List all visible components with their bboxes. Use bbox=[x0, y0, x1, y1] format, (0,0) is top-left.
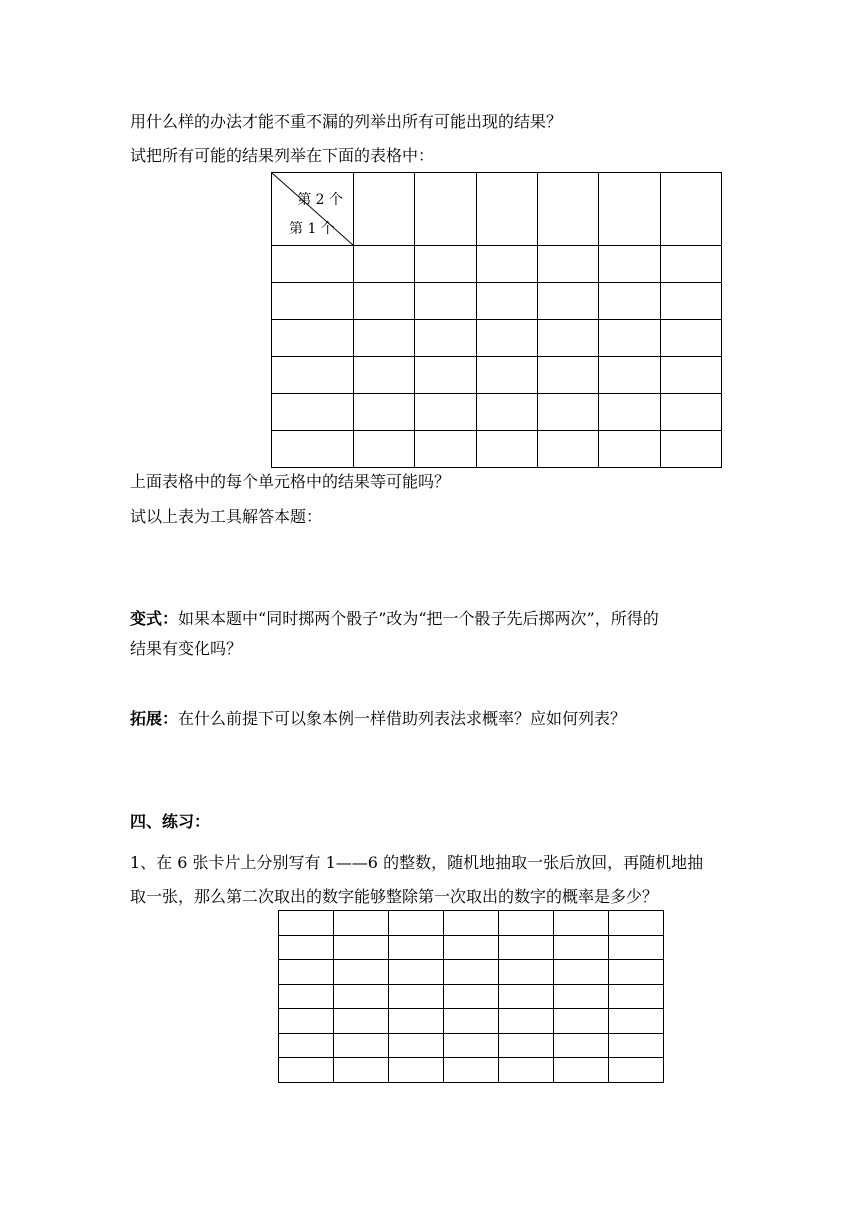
table-cell[interactable] bbox=[415, 283, 476, 320]
table-cell[interactable] bbox=[609, 1058, 664, 1083]
table-cell[interactable] bbox=[537, 320, 598, 357]
table-cell[interactable] bbox=[609, 911, 664, 936]
table-cell[interactable] bbox=[660, 394, 721, 431]
table-cell[interactable] bbox=[272, 357, 354, 394]
table-cell[interactable] bbox=[334, 911, 389, 936]
table-cell[interactable] bbox=[599, 283, 660, 320]
table-cell[interactable] bbox=[272, 394, 354, 431]
table-cell[interactable] bbox=[444, 1009, 499, 1034]
table-cell[interactable] bbox=[476, 394, 537, 431]
table-row bbox=[272, 246, 722, 283]
table-cell[interactable] bbox=[354, 394, 415, 431]
table-cell[interactable] bbox=[279, 935, 334, 960]
table-row bbox=[279, 935, 664, 960]
table-cell[interactable] bbox=[554, 1058, 609, 1083]
table-cell[interactable] bbox=[415, 394, 476, 431]
table-cell[interactable] bbox=[354, 320, 415, 357]
variant-text-continued: 结果有变化吗？ bbox=[130, 639, 243, 658]
table-cell[interactable] bbox=[599, 357, 660, 394]
table-cell[interactable] bbox=[499, 911, 554, 936]
table-cell[interactable] bbox=[415, 173, 476, 246]
table-cell[interactable] bbox=[279, 1033, 334, 1058]
variant-paragraph bbox=[130, 609, 659, 629]
table-row bbox=[272, 394, 722, 431]
table-cell[interactable] bbox=[279, 960, 334, 985]
extend-paragraph bbox=[130, 709, 626, 729]
table-cell[interactable] bbox=[415, 357, 476, 394]
table-cell[interactable] bbox=[554, 1033, 609, 1058]
table-cell[interactable] bbox=[599, 246, 660, 283]
table-cell[interactable] bbox=[279, 1058, 334, 1083]
table-cell[interactable] bbox=[499, 1033, 554, 1058]
extend-text: 在什么前提下可以象本例一样借助列表法求概率？应如何列表？ bbox=[178, 709, 627, 728]
question-list-method: 用什么样的办法才能不重不漏的列举出所有可能出现的结果？ bbox=[130, 112, 563, 131]
table-cell[interactable] bbox=[499, 935, 554, 960]
table-cell[interactable] bbox=[499, 1009, 554, 1034]
table-cell[interactable] bbox=[444, 1058, 499, 1083]
table-cell[interactable] bbox=[476, 283, 537, 320]
question-equally-likely: 上面表格中的每个单元格中的结果等可能吗？ bbox=[130, 472, 451, 491]
table-row bbox=[279, 911, 664, 936]
table-cell[interactable] bbox=[444, 960, 499, 985]
exercise-1-line-1: 1、在 6 张卡片上分别写有 1——6 的整数，随机地抽取一张后放回，再随机地抽 bbox=[130, 853, 704, 872]
table-row bbox=[272, 431, 722, 468]
extend-label: 拓展： bbox=[130, 709, 179, 728]
table-cell[interactable] bbox=[279, 984, 334, 1009]
table-cell[interactable] bbox=[499, 960, 554, 985]
table-cell[interactable] bbox=[599, 394, 660, 431]
table-cell[interactable] bbox=[272, 283, 354, 320]
table-cell[interactable] bbox=[389, 1009, 444, 1034]
table-cell[interactable] bbox=[334, 935, 389, 960]
table-cell[interactable] bbox=[476, 246, 537, 283]
table-cell[interactable] bbox=[660, 431, 721, 468]
exercise-answer-table bbox=[278, 910, 664, 1083]
table-cell[interactable] bbox=[609, 984, 664, 1009]
table-cell[interactable] bbox=[537, 394, 598, 431]
table-cell[interactable] bbox=[476, 320, 537, 357]
section-heading-exercises: 四、练习： bbox=[130, 812, 211, 831]
table-cell[interactable] bbox=[354, 431, 415, 468]
table-cell[interactable] bbox=[660, 246, 721, 283]
table-cell[interactable] bbox=[279, 911, 334, 936]
table-cell[interactable] bbox=[660, 173, 721, 246]
table-cell[interactable] bbox=[415, 431, 476, 468]
variant-text: 如果本题中“同时掷两个骰子”改为“把一个骰子先后掷两次”，所得的 bbox=[178, 609, 659, 628]
table-cell[interactable] bbox=[334, 1009, 389, 1034]
table-cell[interactable] bbox=[334, 1033, 389, 1058]
table-cell[interactable] bbox=[476, 173, 537, 246]
header-first-label: 第 1 个 bbox=[289, 221, 335, 237]
table-cell[interactable] bbox=[444, 1033, 499, 1058]
table-cell[interactable] bbox=[354, 173, 415, 246]
exercise-1-line-2: 取一张，那么第二次取出的数字能够整除第一次取出的数字的概率是多少？ bbox=[130, 887, 659, 906]
table-cell[interactable] bbox=[272, 320, 354, 357]
table-cell[interactable] bbox=[476, 357, 537, 394]
table-row bbox=[279, 960, 664, 985]
table-cell[interactable] bbox=[354, 357, 415, 394]
table-cell[interactable] bbox=[599, 173, 660, 246]
table-row bbox=[279, 1009, 664, 1034]
table-cell[interactable] bbox=[609, 935, 664, 960]
table-cell[interactable] bbox=[354, 283, 415, 320]
table-cell[interactable] bbox=[554, 911, 609, 936]
table-cell[interactable] bbox=[444, 911, 499, 936]
variant-label: 变式： bbox=[130, 609, 179, 628]
table-cell[interactable] bbox=[554, 1009, 609, 1034]
table-cell[interactable] bbox=[272, 431, 354, 468]
table-cell[interactable] bbox=[499, 1058, 554, 1083]
table-row bbox=[279, 984, 664, 1009]
table-cell[interactable] bbox=[599, 431, 660, 468]
table-cell[interactable] bbox=[609, 1009, 664, 1034]
table-cell[interactable] bbox=[389, 935, 444, 960]
table-cell[interactable] bbox=[554, 960, 609, 985]
table-row bbox=[272, 320, 722, 357]
outcome-table-two-dice bbox=[271, 172, 722, 468]
table-cell[interactable] bbox=[389, 911, 444, 936]
table-cell[interactable] bbox=[476, 431, 537, 468]
table-cell[interactable] bbox=[660, 357, 721, 394]
table-cell[interactable] bbox=[609, 1033, 664, 1058]
table-cell[interactable] bbox=[389, 1033, 444, 1058]
table-cell[interactable] bbox=[554, 984, 609, 1009]
instruction-fill-table: 试把所有可能的结果列举在下面的表格中： bbox=[130, 146, 435, 165]
table-cell[interactable] bbox=[609, 960, 664, 985]
table-cell[interactable] bbox=[444, 935, 499, 960]
table-cell[interactable] bbox=[334, 1058, 389, 1083]
table-cell[interactable] bbox=[415, 246, 476, 283]
table-cell[interactable] bbox=[272, 246, 354, 283]
table-cell[interactable] bbox=[354, 246, 415, 283]
table-cell[interactable] bbox=[415, 320, 476, 357]
table-cell[interactable] bbox=[499, 984, 554, 1009]
table-cell[interactable] bbox=[389, 960, 444, 985]
table-cell[interactable] bbox=[334, 960, 389, 985]
table-row bbox=[279, 1033, 664, 1058]
table-cell[interactable] bbox=[660, 320, 721, 357]
table-cell[interactable] bbox=[537, 431, 598, 468]
table-cell[interactable] bbox=[537, 283, 598, 320]
diagonal-header-cell bbox=[272, 173, 354, 246]
table-cell[interactable] bbox=[554, 935, 609, 960]
table-cell[interactable] bbox=[537, 246, 598, 283]
table-row bbox=[272, 357, 722, 394]
table-cell[interactable] bbox=[389, 1058, 444, 1083]
table-cell[interactable] bbox=[334, 984, 389, 1009]
table-cell[interactable] bbox=[660, 283, 721, 320]
table-cell[interactable] bbox=[599, 320, 660, 357]
table-cell[interactable] bbox=[537, 357, 598, 394]
table-cell[interactable] bbox=[389, 984, 444, 1009]
header-second-label: 第 2 个 bbox=[297, 192, 343, 208]
table-cell[interactable] bbox=[444, 984, 499, 1009]
table-row bbox=[279, 1058, 664, 1083]
table-row bbox=[272, 283, 722, 320]
table-cell[interactable] bbox=[537, 173, 598, 246]
table-cell[interactable] bbox=[279, 1009, 334, 1034]
instruction-solve-with-table: 试以上表为工具解答本题： bbox=[130, 507, 323, 526]
table-header-row bbox=[272, 173, 722, 246]
